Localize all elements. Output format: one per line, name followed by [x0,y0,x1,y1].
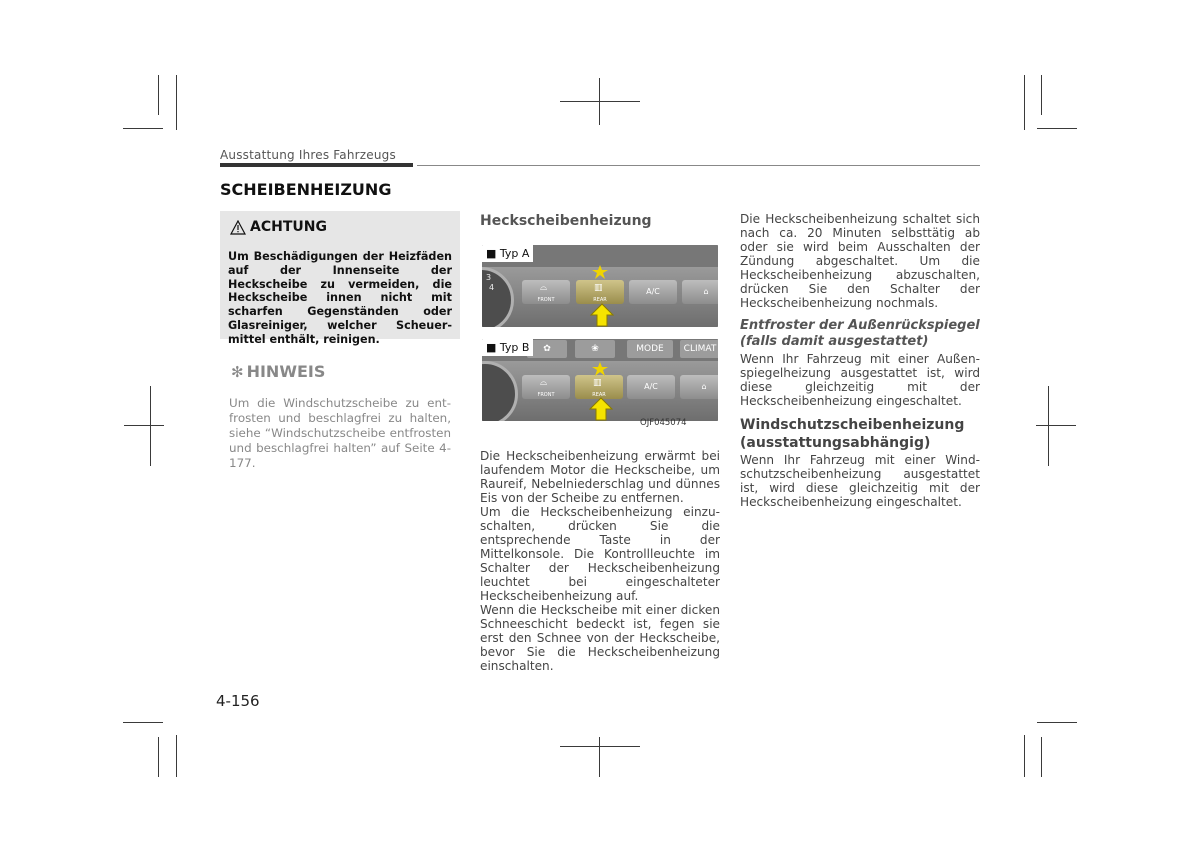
warning-box [220,211,460,346]
page-title: SCHEIBENHEIZUNG [220,180,392,199]
arrow-up-icon [590,303,614,327]
indicator-glow-icon [592,265,608,279]
header-bar [220,163,413,167]
climate-button: CLIMAT [680,340,718,358]
rear-defrost-body [480,449,720,673]
windshield-text [740,453,980,509]
crop-mark [124,425,164,426]
rear-label: REAR [592,392,606,398]
front-defrost-icon: ⌓ [540,378,548,388]
mirror-heading-line1: Entfroster der Außenrückspiegel [740,318,980,333]
crop-mark [1048,386,1049,466]
rear-defrost-icon: ▥ [594,283,603,293]
header-rule [417,165,980,166]
fan-low-button: ✿ [527,340,567,358]
paragraph: Die Heckscheibenheizung schaltet sich nach ca. 20 Minuten selbsttätig ab oder sie wird beim Ausschalten der Zündung abgeschaltet. Um die Heckscheibenheizung abzuschalten, drücken Sie den Schalter der Heckscheibenheizung nochmals. [740,212,980,310]
crop-mark [599,737,600,777]
windshield-heading-line1: Windschutzscheibenheizung [740,417,965,433]
rear-defrost-icon: ▥ [593,378,602,388]
windshield-heading [740,416,980,452]
paragraph: Wenn die Heckscheibe mit einer dicken Schneeschicht bedeckt ist, fegen sie erst den Schnee von der Heckscheibe, bevor Sie die Heckscheibenheizung einschalten. [480,603,720,673]
front-label: FRONT [537,297,555,303]
crop-mark [158,737,159,777]
crop-mark [560,101,640,102]
front-defrost-icon: ⌓ [540,283,548,293]
crop-mark [123,128,163,129]
paragraph: Um die Heckscheibenheizung einzuschalten, drücken Sie die entsprechende Taste in der Mittelkonsole. Die Kontrollleuchte im Schalter der Heckscheibenheizung leuchtet bei eingeschalteter Heckscheibenheizung auf. [480,505,720,603]
crop-mark [150,386,151,466]
ac-button: A/C [629,280,677,304]
figure-caption: OJF045074 [640,418,687,428]
note-heading [231,362,325,381]
ac-button: A/C [627,375,675,399]
page-number: 4-156 [216,692,260,710]
front-defrost-button [522,280,570,304]
paragraph: Wenn Ihr Fahrzeug mit einer Windschutzscheibenheizung ausgestattet ist, wird diese gleichzeitig mit der Heckscheibenheizung eingeschaltet. [740,453,980,509]
section-heading-rear: Heckscheibenheizung [480,213,652,229]
mirror-heading-line2: (falls damit ausgestattet) [740,334,929,349]
col3-intro [740,212,980,310]
front-defrost-button [522,375,570,399]
rear-defrost-button [575,375,623,399]
mirror-text [740,352,980,408]
crop-mark [176,75,177,130]
crop-mark [1036,425,1076,426]
warning-triangle-icon [230,220,246,235]
crop-mark [158,75,159,115]
note-asterisk-icon: ✻ [231,362,244,381]
mode-button: MODE [627,340,673,358]
type-b-label: ■ Typ B [482,339,533,356]
crop-mark [1024,75,1025,130]
climate-panel-type-b [482,339,718,421]
chapter-header: Ausstattung Ihres Fahrzeugs [220,148,396,162]
crop-mark [1024,735,1025,777]
crop-mark [560,746,640,747]
arrow-up-icon [589,397,613,421]
knob-digit: 3 [486,273,492,282]
crop-mark [1041,737,1042,777]
rear-defrost-button [576,280,624,304]
front-label: FRONT [537,392,555,398]
crop-mark [176,735,177,777]
note-text: Um die Windschutzscheibe zu entfrosten und beschlagfrei zu halten, siehe “Windschutzscheibe entfrosten und beschlagfrei halten” auf Seite 4-177. [229,396,451,470]
crop-mark [1041,75,1042,115]
rear-label: REAR [593,297,607,303]
crop-mark [1037,722,1077,723]
knob-digit: 4 [489,283,495,292]
mirror-heading [740,318,980,350]
indicator-glow-icon [592,362,608,376]
car-recirculation-icon: ⌂ [701,382,707,391]
paragraph: Wenn Ihr Fahrzeug mit einer Außenspiegelheizung ausgestattet ist, wird diese gleichzeitig mit der Heckscheibenheizung eingeschaltet. [740,352,980,408]
warning-heading [230,219,327,235]
recirculation-button [682,280,718,304]
crop-mark [1037,128,1077,129]
note-title: HINWEIS [246,362,326,381]
car-recirculation-icon: ⌂ [703,287,709,296]
type-a-label: ■ Typ A [482,245,533,262]
paragraph: Die Heckscheibenheizung erwärmt bei laufendem Motor die Heckscheibe, um Raureif, Nebelniederschlag und dünnes Eis von der Scheibe zu entfernen. [480,449,720,505]
warning-title: ACHTUNG [250,219,327,235]
windshield-heading-line2: (ausstattungsabhängig) [740,435,931,451]
warning-text: Um Beschädigungen der Heizfäden auf der Innenseite der Heckscheibe zu vermeiden, die Heckscheibe innen nicht mit scharfen Gegenständen oder Glasreiniger, welcher Scheuermittel enthält, reinigen. [228,250,452,346]
recirculation-button [680,375,718,399]
fan-high-button: ❀ [575,340,615,358]
climate-panel-type-a [482,245,718,327]
crop-mark [123,722,163,723]
